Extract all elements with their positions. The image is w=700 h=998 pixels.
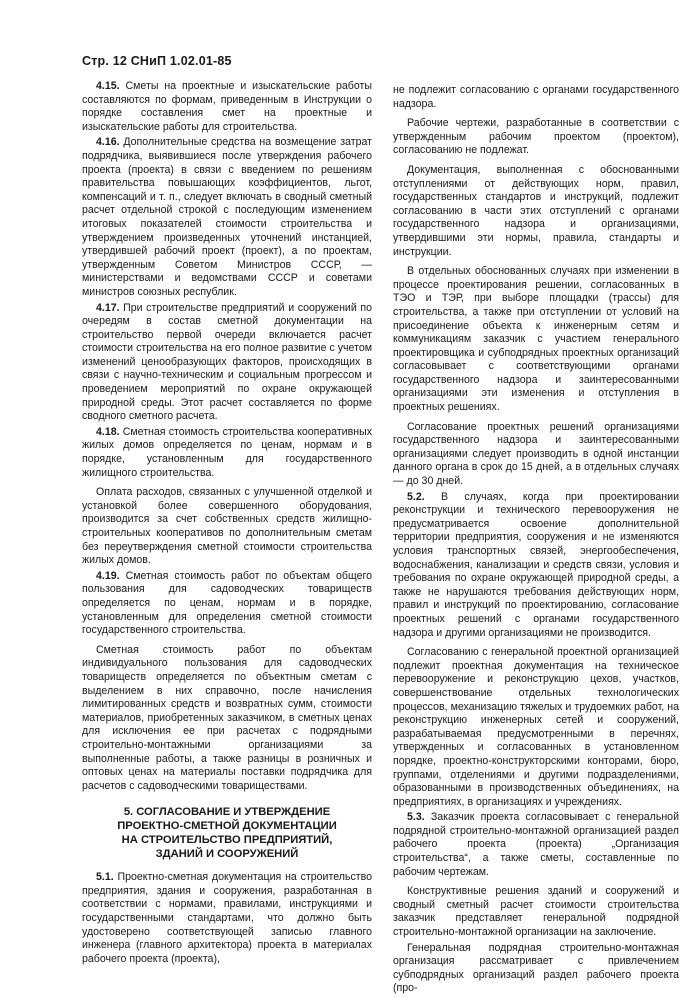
section-title-line: НА СТРОИТЕЛЬСТВО ПРЕДПРИЯТИЙ, [121,834,333,847]
paragraph-5-2 [393,491,679,641]
paragraph-5-1 [82,871,372,966]
paragraph-text: При строительстве предприятий и сооружений по очередям в состав сметной документации на строительство первой очереди включается расчет стоимости строительства на его полное развитие с учетом изменений ценообразующих факторов, происходящих в связи с научно-техническим и социальным прогрессом и проведением мероприятий по охране окружающей природной среды. Этот расчет составляется по форме сводного сметного расчета. [82,301,372,423]
section-5-title [82,805,372,861]
paragraph-5-1-continued: не подлежит согласованию с органами государственного надзора. [393,84,679,110]
paragraph-text: Сметная стоимость работ по объектам общего пользования для садоводческих товариществ определяется по ценам, нормам и в порядке, установленным для определения сметной стоимости государственного строительства. [82,569,372,637]
paragraph-deviations: Документация, выполненная с обоснованными отступлениями от действующих норм, правил, государственных стандартов и инструкций, подлежит согласованию в части этих отступлений с органами государственного надзора и организациями, утвердившими эти нормы, правила, стандарты и инструкции. [393,163,679,258]
paragraph-4-16 [82,136,372,299]
paragraph-number: 4.19. [96,569,120,582]
paragraph-text: Дополнительные средства на возмещение затрат подрядчика, выявившиеся после утверждения рабочего проекта (проекта) в связи с введением по решениям правительства повышающих коэффициентов, льгот, компенсаций и т. п., следует включать в сводный сметный расчет отдельной строкой с последующим изменением итоговых показателей стоимости строительства и утверждением произведенных уточнений инстанцией, утвердившей рабочий проект (проект), а по проектам, утвержденным Советом Министров СССР, — министерствами и ведомствами СССР и советами министров союзных республик. [82,136,372,298]
paragraph-number: 4.17. [96,301,120,314]
paragraph-4-18-payment: Оплата расходов, связанных с улучшенной отделкой и установкой более совершенного оборудования, производится за счет собственных средств жилищно-строительных кооперативов по дополнительным сметам без переутверждения сметной стоимости строительства жилых домов. [82,486,372,567]
section-title-line: ЗДАНИЙ И СООРУЖЕНИЙ [155,848,299,861]
page-header: Стр. 12 СНиП 1.02.01-85 [82,54,232,68]
paragraph-number: 5.2. [407,490,425,503]
paragraph-text: Сметная стоимость строительства кооперативных жилых домов определяется по ценам, нормам и в порядке, установленным для государственного жилищного строительства. [82,425,372,479]
paragraph-text: В случаях, когда при проектировании реконструкции и технического перевооружения не предусматривается освоение дополнительной территории предприятия, сооружения и не изменяются условия транспортных связей, энергообеспечения, водоснабжения, канализации и средств связи, условия и требования по охране окружающей природной среды, а также не нарушаются требования действующих норм, правил и инструкций по проектированию, согласование проектных решений с органами государственного надзора и другими организациями не производится. [393,490,679,639]
paragraph-number: 4.18. [96,425,120,438]
paragraph-text: Сметы на проектные и изыскательские работы составляются по формам, приведенным в Инструкции о порядке составления смет на проектные и изыскательские работы для строительства. [82,80,372,133]
paragraph-text: Проектно-сметная документация на строительство предприятия, здания и сооружения, разработанная в соответствии с нормами, правилами, инструкциями и государственными стандартами, что должно быть удостоверено соответствующей записью главного инженера (главного архитектора) проекта в материалах рабочего проекта (проекта), [82,871,372,965]
paragraph-text: Заказчик проекта согласовывает с генеральной подрядной строительно-монтажной организацией раздел рабочего проекта (проекта) „Организация строительства“, а также сметы, составленные по рабочим чертежам. [393,811,679,878]
paragraph-working-drawings: Рабочие чертежи, разработанные в соответствии с утвержденным рабочим проектом (проектом), согласованию не подлежат. [393,117,679,157]
right-column [393,84,679,998]
section-title-line: 5. СОГЛАСОВАНИЕ И УТВЕРЖДЕНИЕ [123,806,331,819]
paragraph-general-design-org: Согласованию с генеральной проектной организацией подлежит проектная документация на техническое перевооружение и реконструкцию цехов, участков, совершенствование отдельных технологических процессов, механизацию тяжелых и трудоемких работ, на реконструкцию инженерных сетей и сооружений, разрабатываемая предусмотренными в перечнях, утвержденных и согласованных в установленном порядке, проектно-конструкторскими конторами, бюро, группами, отделениями и другими подразделениями, образованными в производственных объединениях, на предприятиях, в организациях и учреждениях. [393,646,679,808]
paragraph-5-3 [393,811,679,879]
paragraph-4-19-individual: Сметная стоимость работ по объектам индивидуального пользования для садоводческих товариществ определяется по объектным сметам с выделением в них справочно, после начисления лимитированных средств и возвратных сумм, стоимости материалов, приобретенных заказчиком, в сметных ценах для исключения ее при расчетах с подрядными строительно-монтажными организациями за выполненные работы, а также разницы в розничных и оптовых ценах на материалы поставки подрядчика для расчетов с садоводческими товариществами. [82,643,372,792]
paragraph-number: 4.16. [96,136,120,149]
paragraph-general-contractor: Генеральная подрядная строительно-монтажная организация рассматривает с привлечением субподрядных организаций раздел рабочего проекта (про- [393,941,679,995]
paragraph-4-19 [82,570,372,638]
paragraph-4-17 [82,302,372,424]
left-column [82,80,372,968]
paragraph-constructive-solutions: Конструктивные решения зданий и сооружений и сводный сметный расчет стоимости строительства заказчик представляет генеральной подрядной строительно-монтажной организации на заключение. [393,885,679,939]
paragraph-number: 4.15. [96,80,120,92]
section-title-line: ПРОЕКТНО-СМЕТНОЙ ДОКУМЕНТАЦИИ [117,820,337,833]
paragraph-approval-terms: Согласование проектных решений организациями государственного надзора и заинтересованными организациями следует производить в одной инстанции данного органа в срок до 15 дней, а в отдельных случаях — до 30 дней. [393,420,679,488]
paragraph-special-cases: В отдельных обоснованных случаях при изменении в процессе проектирования решении, согласованных в ТЭО и ТЭР, при выборе площадки (трассы) для строительства, а также при отступлении от условий на присоединение объекта к инженерным сетям и коммуникациям заказчик с участием генерального проектировщика и субподрядных проектных организаций согласовывает с соответствующими органами государственного надзора и заинтересованными организациями эти изменения и отступления в проектных решениях. [393,265,679,414]
paragraph-number: 5.3. [407,811,425,824]
paragraph-number: 5.1. [96,871,114,884]
paragraph-4-18 [82,426,372,480]
paragraph-4-15 [82,80,372,134]
